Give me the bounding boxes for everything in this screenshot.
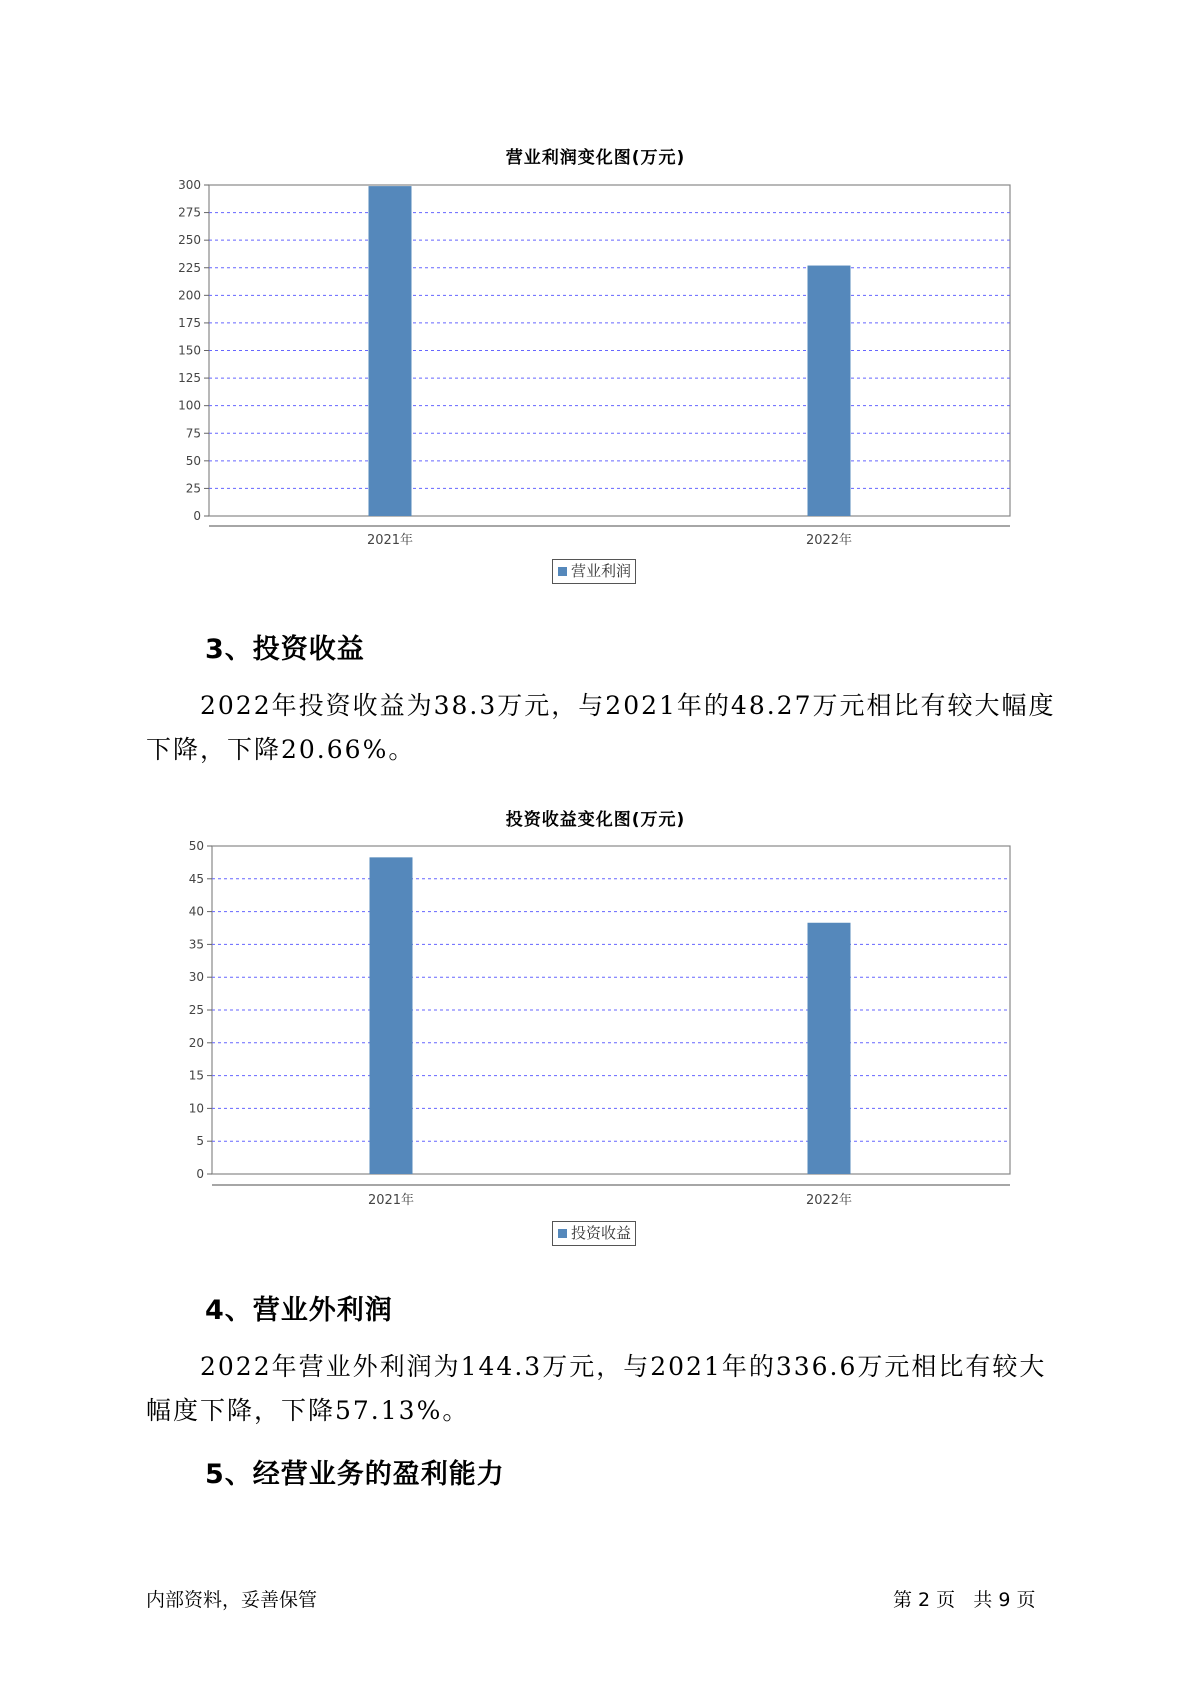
chart2-legend xyxy=(552,1221,636,1246)
chart1-legend xyxy=(552,559,636,584)
chart2-x-tick-label: 2022年 xyxy=(805,1193,853,1208)
chart1-y-tick-label: 275 xyxy=(178,205,201,220)
chart2-y-tick-label: 40 xyxy=(188,904,204,919)
chart1-y-tick-label: 25 xyxy=(185,481,201,496)
chart2-y-tick-label: 25 xyxy=(188,1003,204,1017)
chart1-y-tick-label: 50 xyxy=(185,453,201,468)
chart1-y-tick-label: 75 xyxy=(185,426,201,441)
chart1-title: 营业利润变化图(万元) xyxy=(505,148,686,168)
chart2-legend-swatch xyxy=(558,1229,567,1238)
footer-left-note: 内部资料，妥善保管 xyxy=(146,1589,318,1611)
chart1-legend-swatch xyxy=(558,567,567,576)
chart1-bar-2 xyxy=(808,266,851,516)
chart2-bar-2 xyxy=(808,923,851,1174)
chart1-y-tick-label: 250 xyxy=(178,233,201,248)
chart2-y-tick-label: 20 xyxy=(188,1035,204,1050)
chart1-y-tick-label: 100 xyxy=(178,398,201,413)
chart1-y-tick-label: 200 xyxy=(178,288,201,303)
chart1-y-tick-label: 225 xyxy=(178,260,201,275)
chart2-y-tick-label: 5 xyxy=(196,1134,204,1149)
section-3-heading: 3、投资收益 xyxy=(205,634,365,665)
chart2-y-tick-label: 50 xyxy=(188,839,204,853)
chart1-y-tick-label: 150 xyxy=(178,343,201,358)
chart2-y-tick-label: 15 xyxy=(188,1068,204,1083)
chart2-bar-1 xyxy=(370,857,413,1174)
chart2-plot xyxy=(0,822,1191,1212)
chart2-title: 投资收益变化图(万元) xyxy=(505,810,686,830)
chart1-y-tick-label: 125 xyxy=(178,371,201,386)
section-5-heading: 5、经营业务的盈利能力 xyxy=(205,1459,505,1490)
chart2-y-tick-label: 10 xyxy=(188,1101,204,1116)
chart2-legend-label: 投资收益 xyxy=(571,1224,632,1242)
section-3-paragraph: 2022年投资收益为38.3万元，与2021年的48.27万元相比有较大幅度下降，下降20.66%。 xyxy=(146,691,1056,764)
chart1-plot xyxy=(0,160,1191,550)
chart1-x-tick-label: 2022年 xyxy=(805,533,853,548)
section-4-paragraph: 2022年营业外利润为144.3万元，与2021年的336.6万元相比有较大幅度下降，下降57.13%。 xyxy=(146,1352,1047,1425)
chart1-y-tick-label: 300 xyxy=(178,178,201,192)
chart1-bar-1 xyxy=(369,186,412,516)
chart1-x-tick-label: 2021年 xyxy=(366,533,414,548)
chart2-y-tick-label: 35 xyxy=(188,937,204,952)
footer-page-number: 第 2 页 共 9 页 xyxy=(893,1589,1036,1611)
chart1-y-tick-label: 0 xyxy=(193,509,201,523)
chart2-y-tick-label: 45 xyxy=(188,871,204,886)
chart1-y-tick-label: 175 xyxy=(178,315,201,330)
chart1-legend-label: 营业利润 xyxy=(571,562,632,580)
section-4-heading: 4、营业外利润 xyxy=(205,1295,393,1326)
chart2-y-tick-label: 30 xyxy=(188,970,204,985)
chart2-x-tick-label: 2021年 xyxy=(367,1193,415,1208)
chart2-y-tick-label: 0 xyxy=(196,1167,204,1181)
